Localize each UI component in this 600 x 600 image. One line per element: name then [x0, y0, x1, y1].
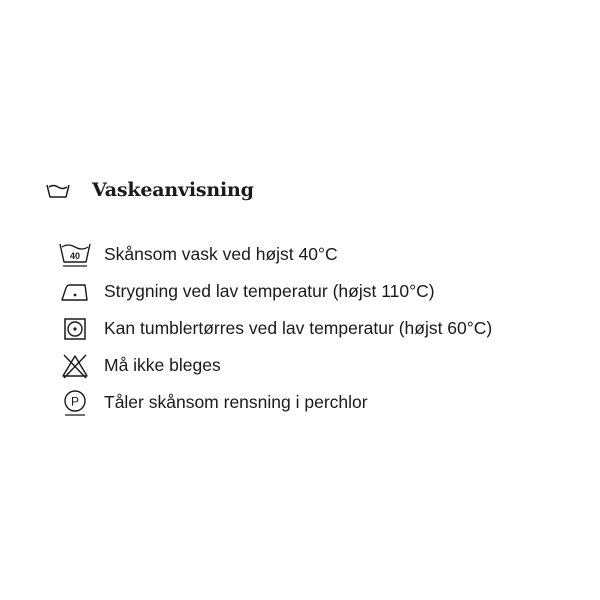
care-header [46, 172, 586, 208]
iron-low-temperature-icon [58, 277, 92, 307]
care-item-label: Skånsom vask ved højst 40°C [104, 244, 338, 264]
care-item-label: Tåler skånsom rensning i perchlor [104, 392, 368, 412]
care-item-wash [46, 236, 586, 273]
care-list [46, 236, 586, 421]
dryclean-letter-text: P [70, 394, 80, 408]
care-item-label: Må ikke bleges [104, 355, 221, 375]
care-item-label: Kan tumblertørres ved lav temperatur (højst 60°C) [104, 318, 493, 338]
care-instructions-panel [46, 172, 586, 437]
do-not-bleach-icon [58, 351, 92, 381]
wash-40-gentle-icon [58, 240, 92, 270]
wash-temperature-text: 40 [69, 250, 81, 261]
wash-tub-icon [46, 180, 72, 200]
tumble-dry-low-icon [58, 314, 92, 344]
care-title: Vaskeanvisning [92, 179, 254, 201]
care-item-dryclean [46, 384, 586, 421]
care-item-tumble [46, 310, 586, 347]
dry-clean-p-gentle-icon [58, 388, 92, 418]
care-item-bleach [46, 347, 586, 384]
care-item-label: Strygning ved lav temperatur (højst 110°C) [104, 281, 435, 301]
care-item-iron [46, 273, 586, 310]
